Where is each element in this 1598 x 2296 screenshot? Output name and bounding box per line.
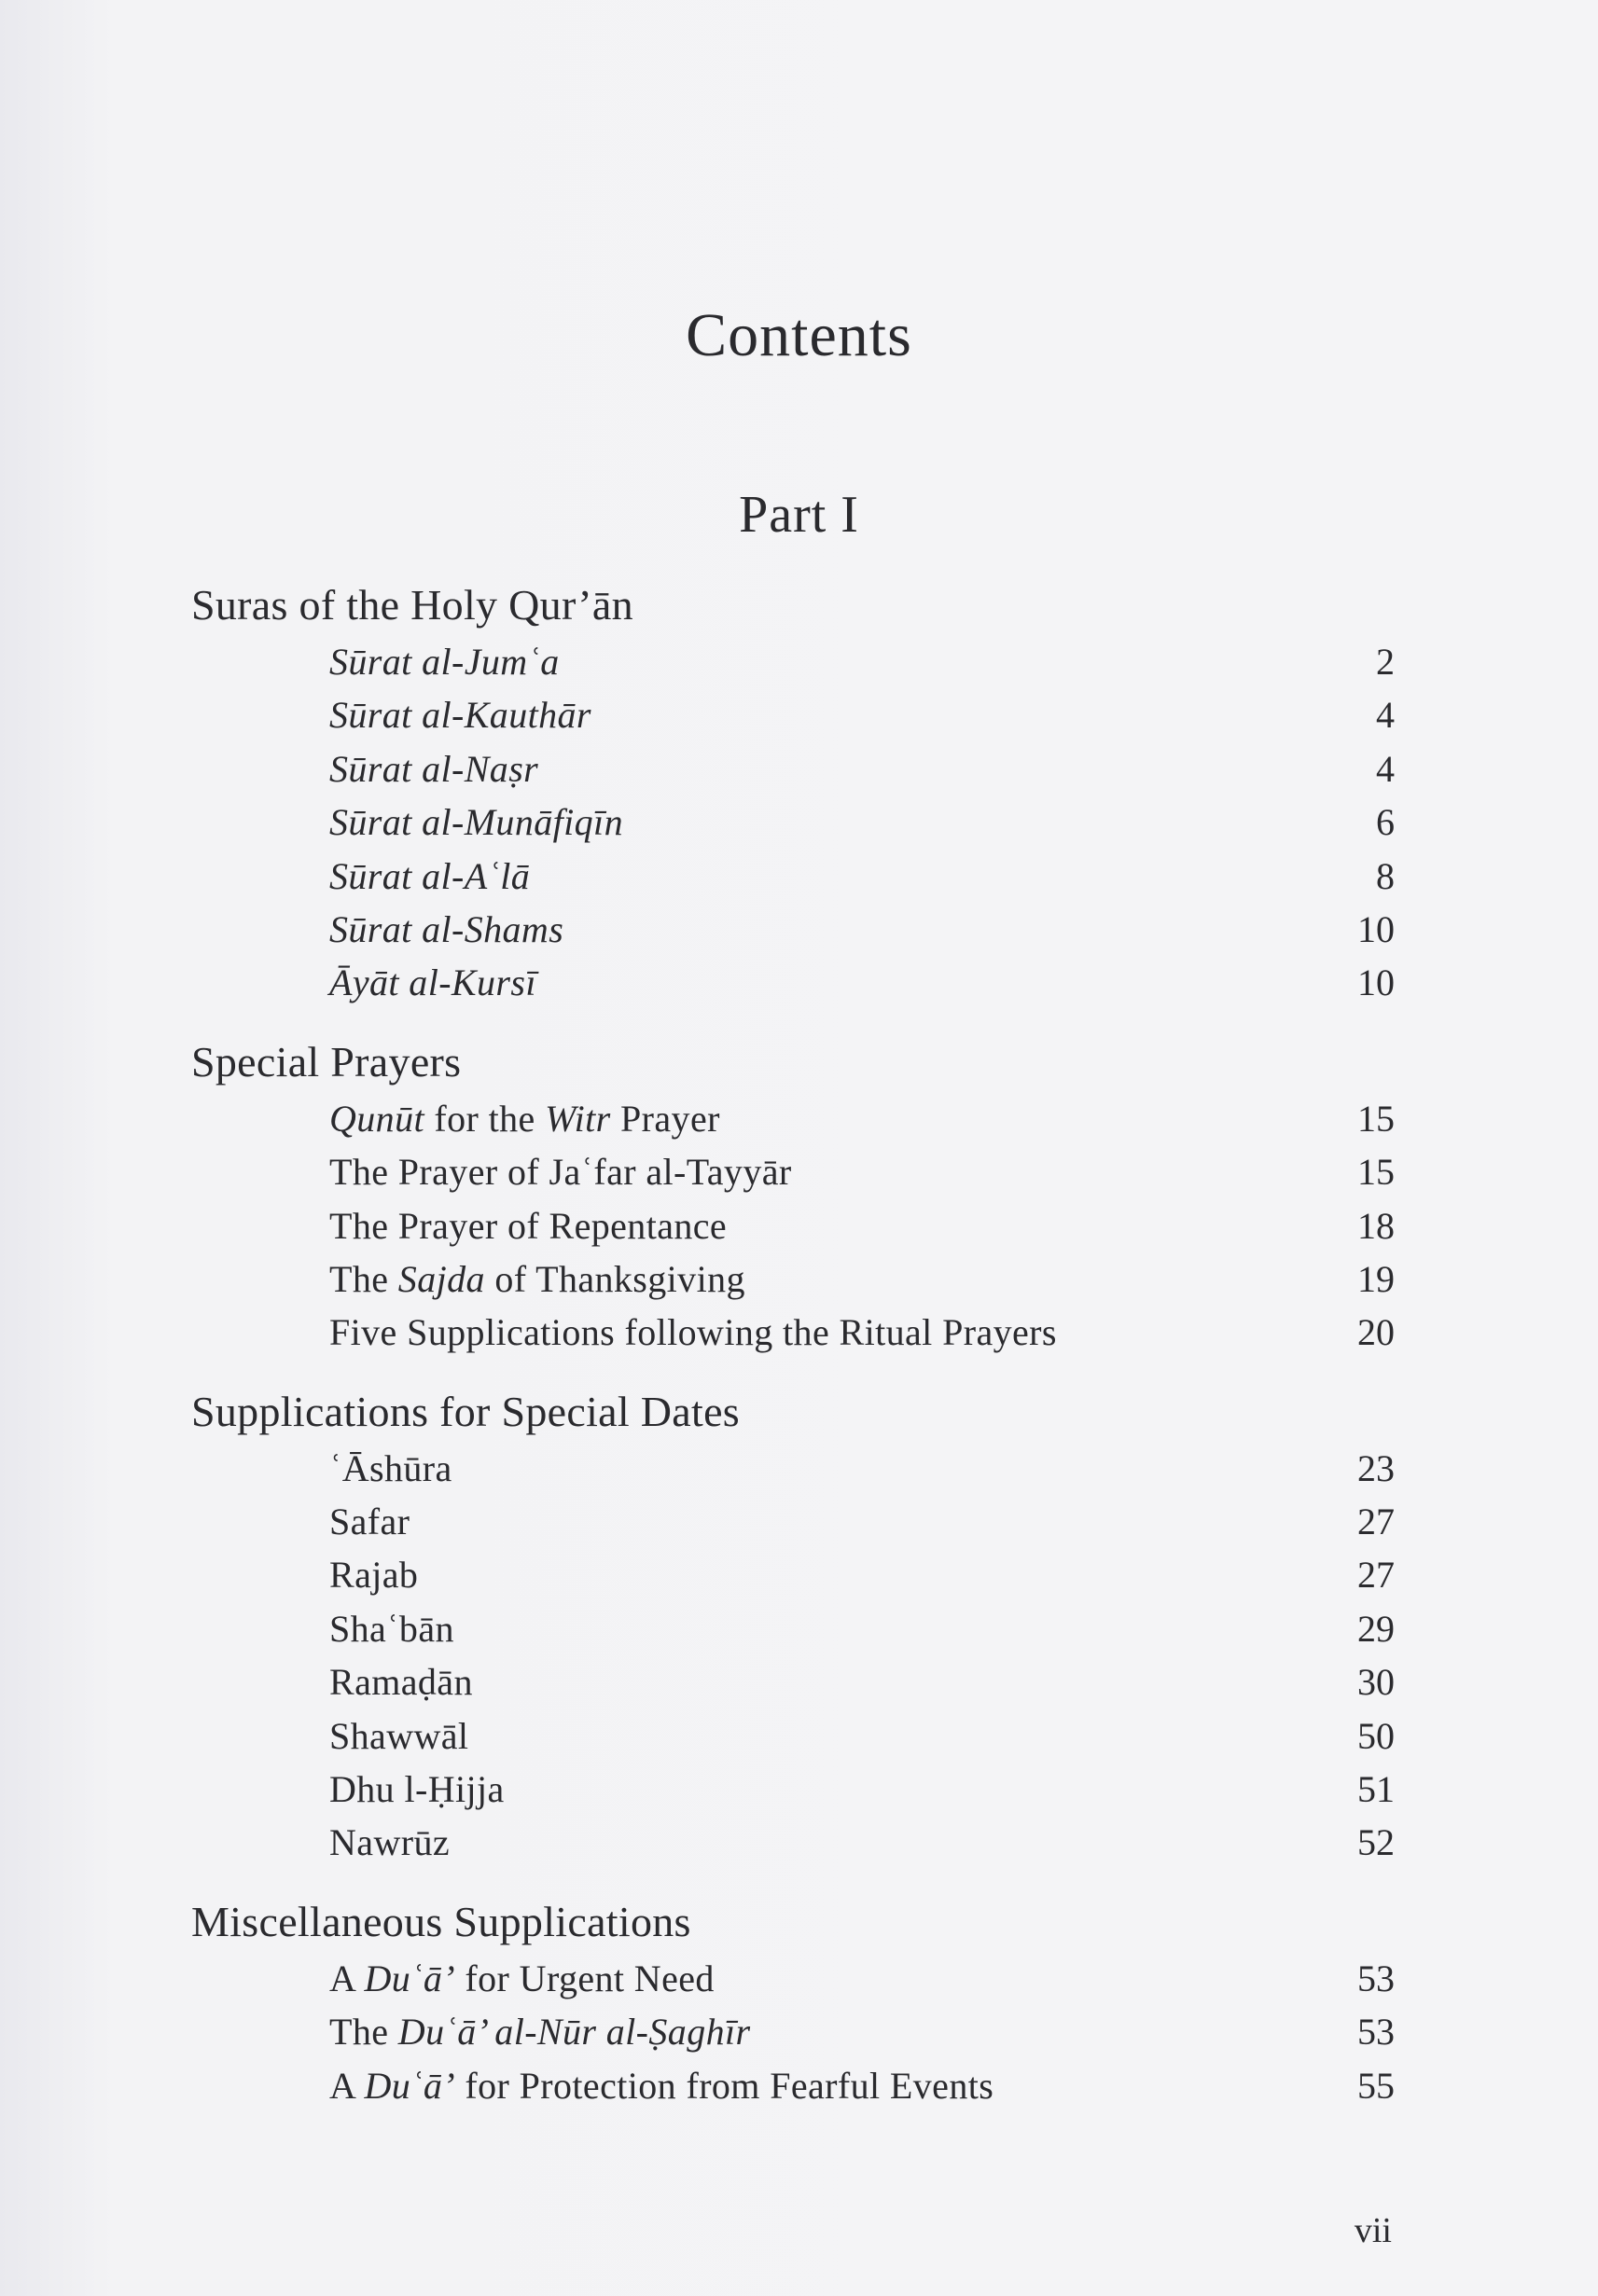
entry-label: Sūrat al-Jumʿa	[329, 641, 560, 683]
page-number: vii	[1354, 2211, 1392, 2250]
entry-label: The Prayer of Repentance	[329, 1204, 728, 1247]
toc-entry	[191, 1763, 1395, 1816]
toc-entry	[191, 2059, 1395, 2112]
entry-label-part: A	[329, 2064, 365, 2107]
entry-label: Sūrat al-Aʿlā	[329, 854, 531, 897]
entry-label: Sūrat al-Shams	[329, 907, 564, 950]
entry-page: 23	[1357, 1446, 1395, 1489]
toc-entry	[191, 1548, 1395, 1601]
entry-label: Āyāt al-Kursī	[329, 961, 536, 1004]
entry-label-part: Duʿā’	[364, 2064, 456, 2107]
toc-entry	[191, 1952, 1395, 2005]
entry-page: 20	[1357, 1311, 1395, 1354]
entry-label-part: Duʿā’	[364, 1957, 456, 1999]
entry-page: 10	[1357, 961, 1395, 1004]
entry-label: Dhu l-Ḥijja	[329, 1768, 505, 1811]
toc-entry	[191, 688, 1395, 741]
entry-page: 27	[1357, 1554, 1395, 1597]
toc-entry	[191, 1655, 1395, 1708]
toc-entry	[191, 2005, 1395, 2058]
entry-label-part: The	[329, 1257, 398, 1300]
toc-entry	[191, 1092, 1395, 1145]
entry-label-part: Duʿā’ al-Nūr al-Ṣaghīr	[397, 2011, 751, 2054]
toc-entry	[191, 795, 1395, 849]
entry-page: 4	[1376, 747, 1395, 790]
entry-page: 30	[1357, 1661, 1395, 1704]
entry-label	[329, 1252, 745, 1306]
entry-label-part: The	[329, 2011, 398, 2054]
toc-entry	[191, 1442, 1395, 1495]
entry-page: 50	[1357, 1714, 1395, 1757]
entry-label: Sūrat al-Munāfiqīn	[329, 801, 623, 844]
entry-label: Nawrūz	[329, 1821, 451, 1864]
toc-entry	[191, 1495, 1395, 1548]
entry-label: Safar	[329, 1501, 410, 1543]
toc-entry	[191, 1816, 1395, 1869]
entry-label: ʿĀshūra	[329, 1446, 452, 1489]
entry-page: 53	[1357, 1957, 1395, 1999]
entry-page: 15	[1357, 1151, 1395, 1194]
entry-label: Sūrat al-Kauthār	[329, 694, 591, 737]
entry-page: 55	[1357, 2064, 1395, 2107]
entry-label: Rajab	[329, 1554, 419, 1597]
entry-label-part: Sajda	[397, 1257, 485, 1300]
page-title: Contents	[686, 301, 912, 369]
entry-page: 19	[1357, 1257, 1395, 1300]
entry-label: Sūrat al-Naṣr	[329, 747, 539, 790]
entry-page: 18	[1357, 1204, 1395, 1247]
entry-label-part: Prayer	[610, 1097, 720, 1140]
part-heading: Part I	[739, 486, 859, 544]
entry-page: 15	[1357, 1097, 1395, 1140]
entry-label: Shawwāl	[329, 1714, 469, 1757]
section-heading-miscellaneous: Miscellaneous Supplications	[191, 1897, 691, 1945]
entry-label	[329, 1952, 715, 2005]
toc-entry	[191, 635, 1395, 688]
toc-entry	[191, 956, 1395, 1009]
toc-entry	[191, 1199, 1395, 1252]
table-of-contents	[191, 575, 1395, 2112]
entry-page: 4	[1376, 694, 1395, 737]
entry-page: 53	[1357, 2011, 1395, 2054]
toc-entry	[191, 742, 1395, 795]
toc-entry	[191, 1602, 1395, 1655]
entry-label-part: for the	[424, 1097, 546, 1140]
entry-label: Five Supplications following the Ritual Prayers	[329, 1311, 1057, 1354]
entry-page: 27	[1357, 1501, 1395, 1543]
entry-label	[329, 1092, 720, 1145]
section-heading-special-prayers: Special Prayers	[191, 1037, 462, 1086]
section-heading-suras: Suras of the Holy Qur’ān	[191, 581, 633, 629]
entry-label-part: A	[329, 1957, 365, 1999]
entry-page: 52	[1357, 1821, 1395, 1864]
entry-label: The Prayer of Jaʿfar al-Tayyār	[329, 1151, 792, 1194]
entry-label: Shaʿbān	[329, 1607, 454, 1650]
entry-page: 51	[1357, 1768, 1395, 1811]
toc-entry	[191, 850, 1395, 903]
toc-entry	[191, 1145, 1395, 1198]
entry-page: 8	[1376, 854, 1395, 897]
entry-label-part: for Urgent Need	[455, 1957, 715, 1999]
entry-label-part: for Protection from Fearful Events	[455, 2064, 994, 2107]
entry-page: 2	[1376, 641, 1395, 683]
entry-label-part: Witr	[545, 1097, 611, 1140]
entry-label-part: of Thanksgiving	[484, 1257, 745, 1300]
entry-page: 29	[1357, 1607, 1395, 1650]
entry-page: 6	[1376, 801, 1395, 844]
entry-label-part: Qunūt	[329, 1097, 424, 1140]
entry-label	[329, 2005, 750, 2058]
section-heading-special-dates: Supplications for Special Dates	[191, 1387, 741, 1435]
toc-entry	[191, 1252, 1395, 1306]
toc-entry	[191, 1709, 1395, 1763]
toc-entry	[191, 1306, 1395, 1359]
entry-label	[329, 2059, 994, 2112]
entry-label: Ramaḍān	[329, 1661, 473, 1704]
toc-entry	[191, 903, 1395, 956]
entry-page: 10	[1357, 907, 1395, 950]
